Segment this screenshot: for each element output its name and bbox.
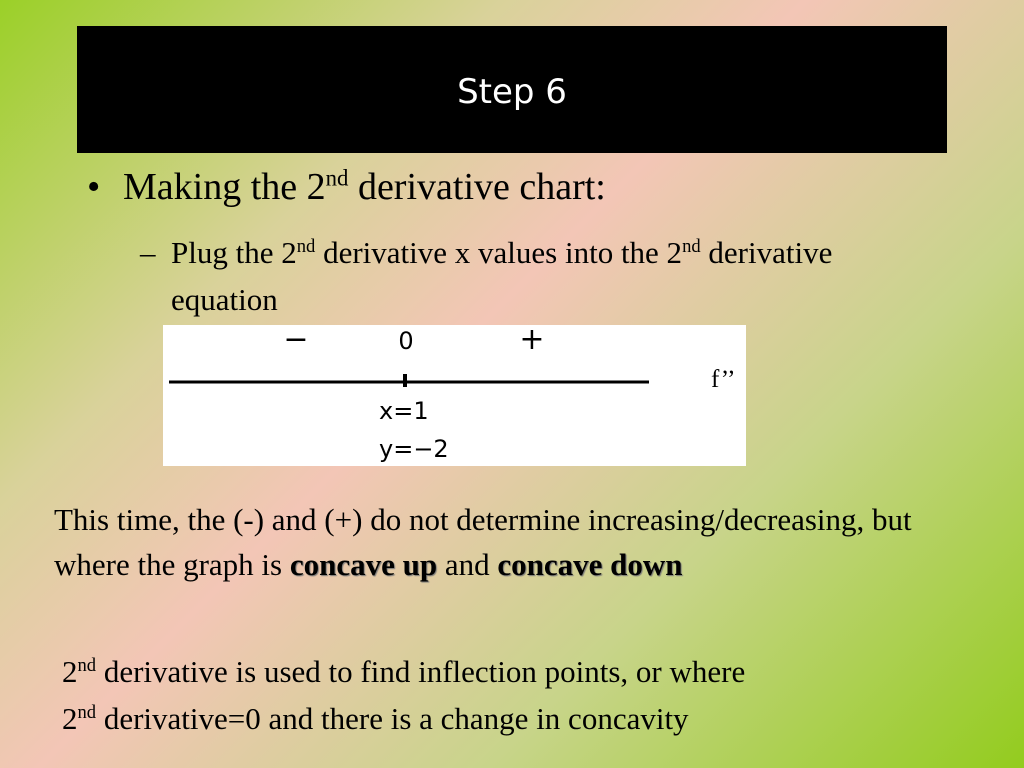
para1-text-b: and: [437, 547, 498, 582]
y-label: y=−2: [379, 435, 449, 463]
para2-line2-sup: nd: [77, 701, 97, 723]
inflection-paragraph: [62, 648, 982, 742]
para2-line2-post: derivative=0 and there is a change in concavity: [96, 701, 689, 736]
para2-line1-pre: 2: [62, 654, 78, 689]
subbullet-plug-values: [140, 229, 860, 323]
subbullet-text-a: Plug the 2: [171, 235, 297, 270]
subbullet-text: [171, 229, 860, 323]
para2-line1-sup: nd: [77, 654, 97, 676]
center-value: 0: [398, 327, 414, 355]
bullet-text-post: derivative chart:: [348, 166, 606, 208]
x-label: x=1: [379, 397, 429, 425]
subbullet-sup-a: nd: [296, 235, 316, 257]
sign-chart-drawing: [163, 325, 746, 466]
subbullet-text-c: derivative equation: [171, 235, 833, 317]
subbullet-marker: –: [140, 235, 156, 270]
concave-down-text: concave down: [497, 547, 683, 582]
title-bar: [77, 26, 947, 153]
para1-text-a: This time, the (-) and (+) do not determine increasing/decreasing, but where the graph is: [54, 502, 912, 582]
para2-line1: [62, 648, 982, 695]
function-label: f’’: [711, 366, 736, 393]
para2-line2-pre: 2: [62, 701, 78, 736]
bullet-making-chart: [87, 164, 606, 210]
subbullet-sup-b: nd: [682, 235, 701, 257]
concavity-paragraph: [54, 497, 974, 587]
para2-line1-post: derivative is used to find inflection points, or where: [96, 654, 746, 689]
bullet-text-pre: Making the 2: [123, 166, 326, 208]
para2-line2: [62, 695, 982, 742]
subbullet-text-b: derivative x values into the 2: [315, 235, 683, 270]
slide-title: Step 6: [457, 71, 567, 112]
sign-chart: [163, 325, 746, 466]
right-sign: +: [519, 325, 545, 357]
concave-up-text: concave up: [289, 547, 438, 582]
left-sign: −: [283, 325, 309, 357]
bullet-sup: nd: [325, 165, 349, 191]
bullet-marker: •: [87, 166, 101, 208]
